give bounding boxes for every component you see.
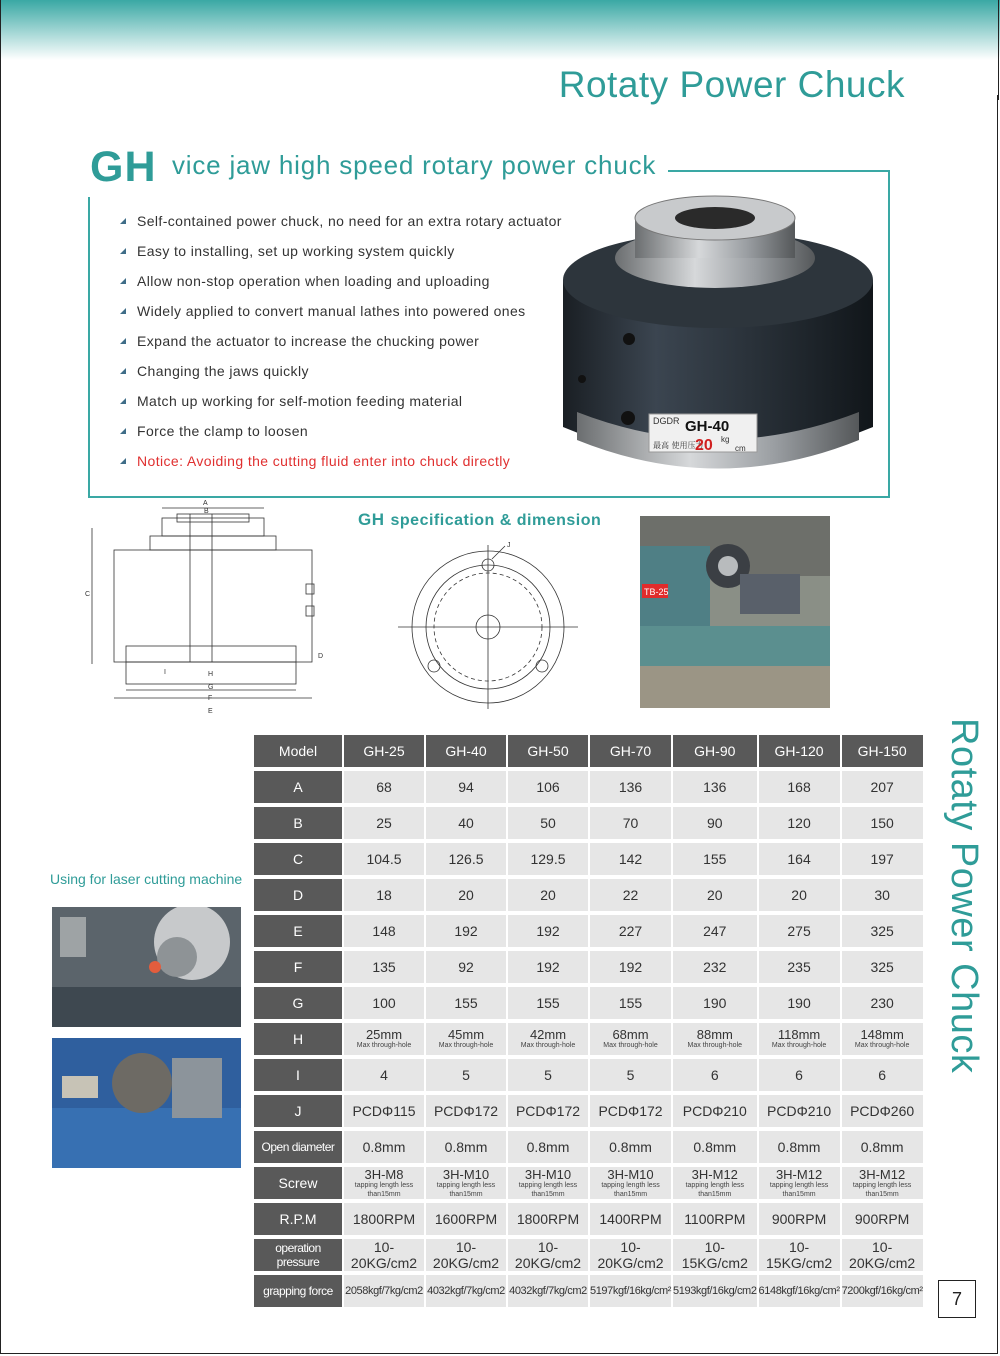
row-label: Screw: [254, 1167, 342, 1199]
table-cell: [759, 1167, 840, 1199]
chuck-port: [623, 333, 635, 345]
cell-note: tapping length less than15mm: [354, 1181, 414, 1198]
label-e: E: [208, 708, 213, 715]
table-body: [254, 771, 923, 1307]
bullet-triangle-icon: [120, 368, 126, 374]
frame-line-right: [888, 170, 890, 498]
table-row: [254, 807, 923, 839]
product-subtitle: vice jaw high speed rotary power chuck: [172, 150, 657, 180]
row-label: R.P.M: [254, 1203, 342, 1235]
cell-note: tapping length less than15mm: [685, 1181, 744, 1198]
table-cell: 192: [426, 915, 506, 947]
cell-value: 3H-M10: [442, 1166, 490, 1182]
page-title: Rotaty Power Chuck: [558, 64, 905, 105]
table-row: [254, 1275, 923, 1307]
laser-caption: Using for laser cutting machine: [50, 871, 243, 887]
section-drawing: [82, 496, 347, 718]
table-cell: 232: [673, 951, 757, 983]
label-d: D: [318, 653, 324, 660]
table-row: [254, 1203, 923, 1235]
table-cell: 6148kgf/16kg/cm²: [759, 1275, 840, 1307]
table-row: [254, 1239, 923, 1271]
page-number: 7: [938, 1280, 976, 1318]
lathe-chuck-face: [718, 556, 738, 576]
drawing-fitting: [306, 584, 314, 594]
cell-value: 3H-M8: [364, 1166, 404, 1182]
table-cell: PCDΦ260: [842, 1095, 923, 1127]
table-cell: 142: [590, 843, 671, 875]
table-cell: 120: [759, 807, 840, 839]
bullet-triangle-icon: [120, 338, 126, 344]
lathe-toolpost: [740, 574, 800, 614]
table-cell: 10-15KG/cm2: [673, 1239, 757, 1271]
table-cell: 148: [344, 915, 424, 947]
table-cell: 190: [673, 987, 757, 1019]
table-header: GH-150: [842, 735, 923, 767]
table-cell: 150: [842, 807, 923, 839]
table-header: GH-70: [590, 735, 671, 767]
row-label: grapping force: [254, 1275, 342, 1307]
table-cell: 0.8mm: [426, 1131, 506, 1163]
table-cell: 235: [759, 951, 840, 983]
table-cell: 22: [590, 879, 671, 911]
table-cell: 30: [842, 879, 923, 911]
frame-line-left: [88, 197, 90, 498]
svg-text:DGDR: DGDR: [653, 416, 680, 426]
cell-value: 68mm: [612, 1027, 649, 1042]
drawing-bolt-hole: [536, 660, 548, 672]
bullet-triangle-icon: [120, 248, 126, 254]
table-header: GH-25: [344, 735, 424, 767]
row-label: I: [254, 1059, 342, 1091]
row-label: D: [254, 879, 342, 911]
table-cell: 136: [590, 771, 671, 803]
table-cell: 0.8mm: [842, 1131, 923, 1163]
table-cell: PCDΦ210: [673, 1095, 757, 1127]
table-cell: 5: [508, 1059, 588, 1091]
table-row: [254, 771, 923, 803]
table-cell: 275: [759, 915, 840, 947]
table-cell: 90: [673, 807, 757, 839]
table-cell: 1800RPM: [508, 1203, 588, 1235]
table-row: [254, 951, 923, 983]
spec-heading: GH specification & dimension: [358, 510, 602, 529]
cell-note: tapping length less than15mm: [852, 1181, 912, 1198]
table-cell: 4032kgf/7kg/cm2: [508, 1275, 588, 1307]
table-cell: 4032kgf/7kg/cm2: [426, 1275, 506, 1307]
table-cell: 207: [842, 771, 923, 803]
cell-note: Max through-hole: [356, 1042, 412, 1049]
cell-note: tapping length less than15mm: [518, 1181, 578, 1198]
row-label: C: [254, 843, 342, 875]
laser-photo-1: [52, 907, 241, 1027]
feature-item: Expand the actuator to increase the chucking power: [120, 326, 580, 356]
row-label: G: [254, 987, 342, 1019]
table-cell: 94: [426, 771, 506, 803]
table-cell: 5193kgf/16kg/cm2: [673, 1275, 757, 1307]
table-row: [254, 1023, 923, 1055]
table-row: [254, 1167, 923, 1199]
table-cell: 136: [673, 771, 757, 803]
table-cell: 104.5: [344, 843, 424, 875]
bullet-triangle-icon: [120, 458, 126, 464]
cell-value: 3H-M10: [607, 1166, 654, 1182]
cell-value: 3H-M12: [858, 1166, 906, 1182]
feature-item: Changing the jaws quickly: [120, 356, 580, 386]
table-cell: 25: [344, 807, 424, 839]
table-cell: 6: [842, 1059, 923, 1091]
cell-value: 118mm: [777, 1027, 821, 1042]
table-cell: 155: [673, 843, 757, 875]
svg-text:kg: kg: [721, 435, 730, 444]
table-cell: [508, 1167, 588, 1199]
table-cell: 192: [508, 915, 588, 947]
cell-value: 3H-M12: [775, 1166, 823, 1182]
table-cell: [759, 1023, 840, 1055]
table-cell: 325: [842, 951, 923, 983]
table-cell: 5197kgf/16kg/cm²: [590, 1275, 671, 1307]
table-cell: 155: [426, 987, 506, 1019]
cell-value: 25mm: [365, 1027, 403, 1042]
lathe-model-label: TB-25: [644, 587, 669, 597]
chuck-port: [621, 411, 635, 425]
table-cell: 1100RPM: [673, 1203, 757, 1235]
label-f: F: [208, 695, 213, 702]
table-cell: [673, 1167, 757, 1199]
table-row: [254, 843, 923, 875]
label-a: A: [203, 500, 208, 507]
table-cell: 155: [590, 987, 671, 1019]
cell-value: 148mm: [860, 1027, 904, 1042]
table-cell: 135: [344, 951, 424, 983]
drawing-body: [114, 550, 312, 662]
svg-text:20: 20: [695, 437, 713, 454]
feature-item: Easy to installing, set up working system quickly: [120, 236, 580, 266]
front-view-drawing: [395, 535, 585, 720]
label-h: H: [208, 671, 214, 678]
table-cell: 168: [759, 771, 840, 803]
header-band: [0, 0, 1000, 60]
table-row: [254, 1059, 923, 1091]
table-cell: 50: [508, 807, 588, 839]
cell-value: 88mm: [696, 1027, 733, 1042]
table-cell: [426, 1167, 506, 1199]
table-cell: 190: [759, 987, 840, 1019]
row-label: E: [254, 915, 342, 947]
photo-block: [62, 1076, 98, 1098]
table-cell: 129.5: [508, 843, 588, 875]
table-cell: 10-20KG/cm2: [344, 1239, 424, 1271]
table-cell: 227: [590, 915, 671, 947]
table-header: GH-90: [673, 735, 757, 767]
drawing-collar: [150, 536, 276, 550]
table-cell: 1400RPM: [590, 1203, 671, 1235]
table-cell: 20: [508, 879, 588, 911]
table-row: [254, 1131, 923, 1163]
label-c: C: [85, 591, 91, 598]
table-cell: 20: [426, 879, 506, 911]
table-cell: 1800RPM: [344, 1203, 424, 1235]
table-cell: 164: [759, 843, 840, 875]
lathe-photo: [640, 516, 830, 708]
table-header: GH-50: [508, 735, 588, 767]
chuck-product-photo: [555, 192, 880, 476]
table-cell: PCDΦ210: [759, 1095, 840, 1127]
cell-note: tapping length less than15mm: [769, 1181, 829, 1198]
cell-value: 3H-M10: [524, 1166, 572, 1182]
feature-notice: Notice: Avoiding the cutting fluid enter into chuck directly: [120, 446, 580, 476]
table-row: [254, 1095, 923, 1127]
table-cell: 20: [759, 879, 840, 911]
table-cell: 2058kgf/7kg/cm2: [344, 1275, 424, 1307]
table-cell: 7200kgf/16kg/cm²: [842, 1275, 923, 1307]
row-label: F: [254, 951, 342, 983]
table-cell: [426, 1023, 506, 1055]
svg-text:最高 使用压力: 最高 使用压力: [653, 441, 704, 450]
table-row: [254, 915, 923, 947]
cell-note: Max through-hole: [687, 1042, 743, 1049]
photo-chuck: [112, 1053, 172, 1113]
table-cell: 247: [673, 915, 757, 947]
table-cell: 192: [508, 951, 588, 983]
page-border-right-top: [998, 0, 999, 100]
table-cell: 126.5: [426, 843, 506, 875]
cell-note: Max through-hole: [771, 1042, 827, 1049]
table-cell: PCDΦ172: [590, 1095, 671, 1127]
table-cell: 10-20KG/cm2: [590, 1239, 671, 1271]
label-i: I: [164, 669, 166, 676]
table-row: [254, 987, 923, 1019]
table-cell: 10-15KG/cm2: [759, 1239, 840, 1271]
table-cell: 192: [590, 951, 671, 983]
feature-item: Self-contained power chuck, no need for an extra rotary actuator: [120, 206, 580, 236]
table-cell: PCDΦ172: [426, 1095, 506, 1127]
page-border-left-top: [0, 0, 1, 100]
table-cell: PCDΦ115: [344, 1095, 424, 1127]
row-label: Open diameter: [254, 1131, 342, 1163]
svg-text:GH-40: GH-40: [685, 418, 730, 435]
table-cell: PCDΦ172: [508, 1095, 588, 1127]
feature-list: [120, 206, 580, 476]
cell-note: Max through-hole: [603, 1042, 658, 1049]
table-cell: 900RPM: [842, 1203, 923, 1235]
table-cell: [344, 1167, 424, 1199]
cell-value: 45mm: [447, 1027, 485, 1042]
chuck-through-hole: [675, 207, 755, 229]
label-g: G: [208, 684, 214, 691]
table-cell: 230: [842, 987, 923, 1019]
bullet-triangle-icon: [120, 428, 126, 434]
table-cell: 6: [673, 1059, 757, 1091]
table-cell: 70: [590, 807, 671, 839]
table-cell: 100: [344, 987, 424, 1019]
feature-item: Match up working for self-motion feeding material: [120, 386, 580, 416]
bullet-triangle-icon: [120, 278, 126, 284]
table-cell: 92: [426, 951, 506, 983]
spec-table: [252, 731, 925, 1311]
table-cell: 197: [842, 843, 923, 875]
photo-bed: [52, 987, 241, 1027]
product-code: GH: [90, 143, 157, 191]
photo-chuck: [157, 937, 197, 977]
feature-item: Widely applied to convert manual lathes into powered ones: [120, 296, 580, 326]
photo-floor: [640, 666, 830, 708]
table-cell: 20: [673, 879, 757, 911]
label-b: B: [204, 508, 209, 515]
cell-note: Max through-hole: [854, 1042, 910, 1049]
bullet-triangle-icon: [120, 218, 126, 224]
row-label: operation pressure: [254, 1239, 342, 1271]
table-header-row: [254, 735, 923, 767]
table-cell: [673, 1023, 757, 1055]
table-cell: 106: [508, 771, 588, 803]
frame-line-top: [668, 170, 890, 172]
table-cell: 0.8mm: [590, 1131, 671, 1163]
row-label: H: [254, 1023, 342, 1055]
table-cell: 10-20KG/cm2: [842, 1239, 923, 1271]
lathe-bed: [640, 626, 830, 666]
photo-laser-point: [149, 961, 161, 973]
table-cell: [344, 1023, 424, 1055]
bullet-triangle-icon: [120, 398, 126, 404]
row-label: A: [254, 771, 342, 803]
table-cell: 0.8mm: [673, 1131, 757, 1163]
table-cell: 6: [759, 1059, 840, 1091]
laser-photo-2: [52, 1038, 241, 1168]
vertical-title: Rotaty Power Chuck: [943, 718, 985, 1074]
table-header: GH-40: [426, 735, 506, 767]
table-cell: 900RPM: [759, 1203, 840, 1235]
table-cell: [842, 1023, 923, 1055]
cell-value: 3H-M12: [691, 1166, 738, 1182]
cell-note: tapping length less than15mm: [601, 1181, 660, 1198]
cell-value: 42mm: [529, 1027, 567, 1042]
cell-note: Max through-hole: [438, 1042, 494, 1049]
drawing-bolt-hole: [428, 660, 440, 672]
chuck-port: [578, 375, 586, 383]
photo-bolt: [60, 917, 86, 957]
table-cell: 0.8mm: [344, 1131, 424, 1163]
table-header: Model: [254, 735, 342, 767]
table-cell: 10-20KG/cm2: [426, 1239, 506, 1271]
table-cell: 4: [344, 1059, 424, 1091]
label-j: J: [507, 542, 511, 549]
table-cell: 0.8mm: [759, 1131, 840, 1163]
chuck-nameplate: [649, 414, 757, 454]
table-cell: [590, 1167, 671, 1199]
table-cell: 68: [344, 771, 424, 803]
table-cell: 155: [508, 987, 588, 1019]
row-label: B: [254, 807, 342, 839]
table-cell: 40: [426, 807, 506, 839]
cell-note: Max through-hole: [520, 1042, 576, 1049]
table-cell: 325: [842, 915, 923, 947]
feature-item: Allow non-stop operation when loading and uploading: [120, 266, 580, 296]
table-cell: [590, 1023, 671, 1055]
table-cell: 0.8mm: [508, 1131, 588, 1163]
table-cell: [508, 1023, 588, 1055]
photo-part: [172, 1058, 222, 1118]
row-label: J: [254, 1095, 342, 1127]
table-cell: 5: [590, 1059, 671, 1091]
drawing-fitting: [306, 606, 314, 616]
cell-note: tapping length less than15mm: [436, 1181, 496, 1198]
drawing-base-ring: [126, 646, 296, 662]
table-row: [254, 879, 923, 911]
table-cell: 18: [344, 879, 424, 911]
table-header: GH-120: [759, 735, 840, 767]
table-cell: 5: [426, 1059, 506, 1091]
table-cell: 10-20KG/cm2: [508, 1239, 588, 1271]
svg-text:cm: cm: [735, 444, 746, 453]
table-cell: 1600RPM: [426, 1203, 506, 1235]
feature-item: Force the clamp to loosen: [120, 416, 580, 446]
table-cell: [842, 1167, 923, 1199]
bullet-triangle-icon: [120, 308, 126, 314]
